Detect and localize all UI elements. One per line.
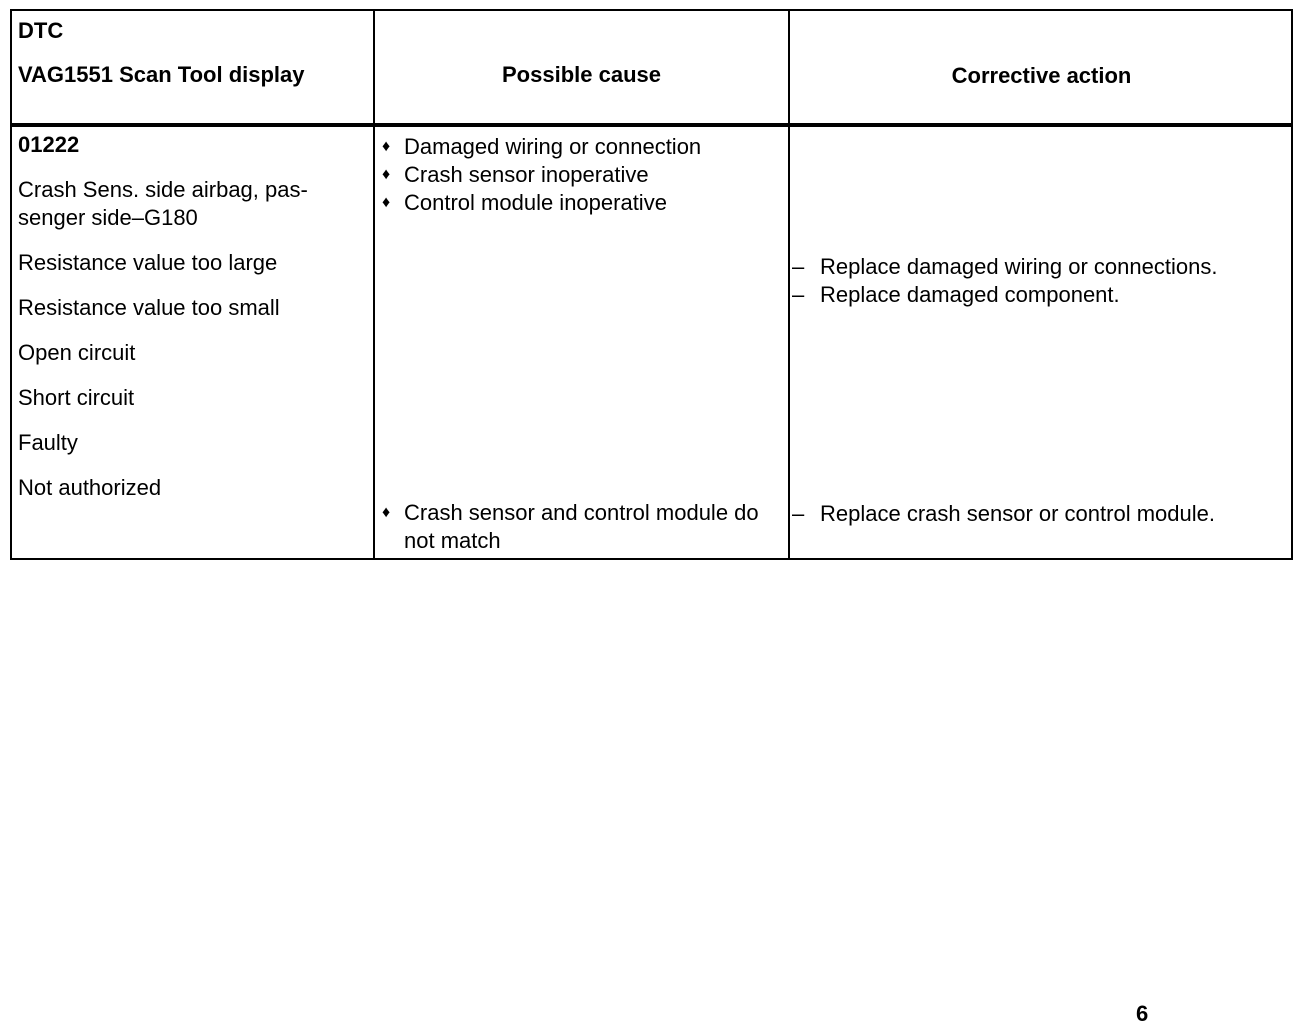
dash-bullet-icon: – <box>792 501 805 526</box>
header-dtc-label: DTC <box>18 18 64 43</box>
diamond-bullet-icon: ♦ <box>382 166 391 183</box>
header-possible-cause: Possible cause <box>502 62 661 87</box>
corrective-action-mismatch <box>792 500 1292 528</box>
dtc-fault-type: Faulty <box>18 430 78 455</box>
column-divider <box>373 11 375 558</box>
column-divider <box>788 11 790 558</box>
dtc-fault-type: Resistance value too large <box>18 250 278 275</box>
header-corrective-action: Corrective action <box>951 63 1132 88</box>
corrective-action-list-bottom <box>792 500 1292 528</box>
possible-cause-item <box>382 161 786 189</box>
corrective-action-item <box>792 500 1292 528</box>
corrective-action-column <box>792 253 1292 309</box>
dtc-code: 01222 <box>18 132 80 157</box>
diamond-bullet-icon: ♦ <box>382 504 391 521</box>
header-scan-tool-display: VAG1551 Scan Tool display <box>18 62 305 87</box>
dash-bullet-icon: – <box>792 282 805 307</box>
corrective-action-text: Replace damaged component. <box>820 282 1120 307</box>
dash-bullet-icon: – <box>792 254 805 279</box>
header-divider <box>12 123 1291 127</box>
dtc-column <box>18 131 368 519</box>
possible-cause-item <box>382 133 786 161</box>
corrective-action-text: Replace damaged wiring or connections. <box>820 254 1218 279</box>
possible-cause-text: Crash sensor and control module do not match <box>404 500 759 553</box>
dtc-fault-type: Not authorized <box>18 475 162 500</box>
header-dtc <box>18 17 368 89</box>
page-number: 6 <box>1136 1001 1149 1026</box>
possible-cause-item <box>382 189 786 217</box>
possible-cause-text: Control module inoperative <box>404 190 667 215</box>
possible-cause-column <box>382 133 786 217</box>
dtc-description: Crash Sens. side airbag, pas-senger side–G180 <box>18 177 308 230</box>
possible-cause-list-bottom <box>382 499 786 555</box>
corrective-action-item <box>792 281 1292 309</box>
dtc-fault-type: Open circuit <box>18 340 136 365</box>
corrective-action-text: Replace crash sensor or control module. <box>820 501 1215 526</box>
possible-cause-list <box>382 133 786 217</box>
possible-cause-mismatch <box>382 499 786 555</box>
corrective-action-item <box>792 253 1292 281</box>
dtc-table <box>10 9 1293 560</box>
dtc-fault-type: Resistance value too small <box>18 295 280 320</box>
corrective-action-list <box>792 253 1292 309</box>
possible-cause-text: Crash sensor inoperative <box>404 162 649 187</box>
diamond-bullet-icon: ♦ <box>382 194 391 211</box>
possible-cause-text: Damaged wiring or connection <box>404 134 702 159</box>
possible-cause-item <box>382 499 786 555</box>
diamond-bullet-icon: ♦ <box>382 138 391 155</box>
dtc-fault-type: Short circuit <box>18 385 135 410</box>
